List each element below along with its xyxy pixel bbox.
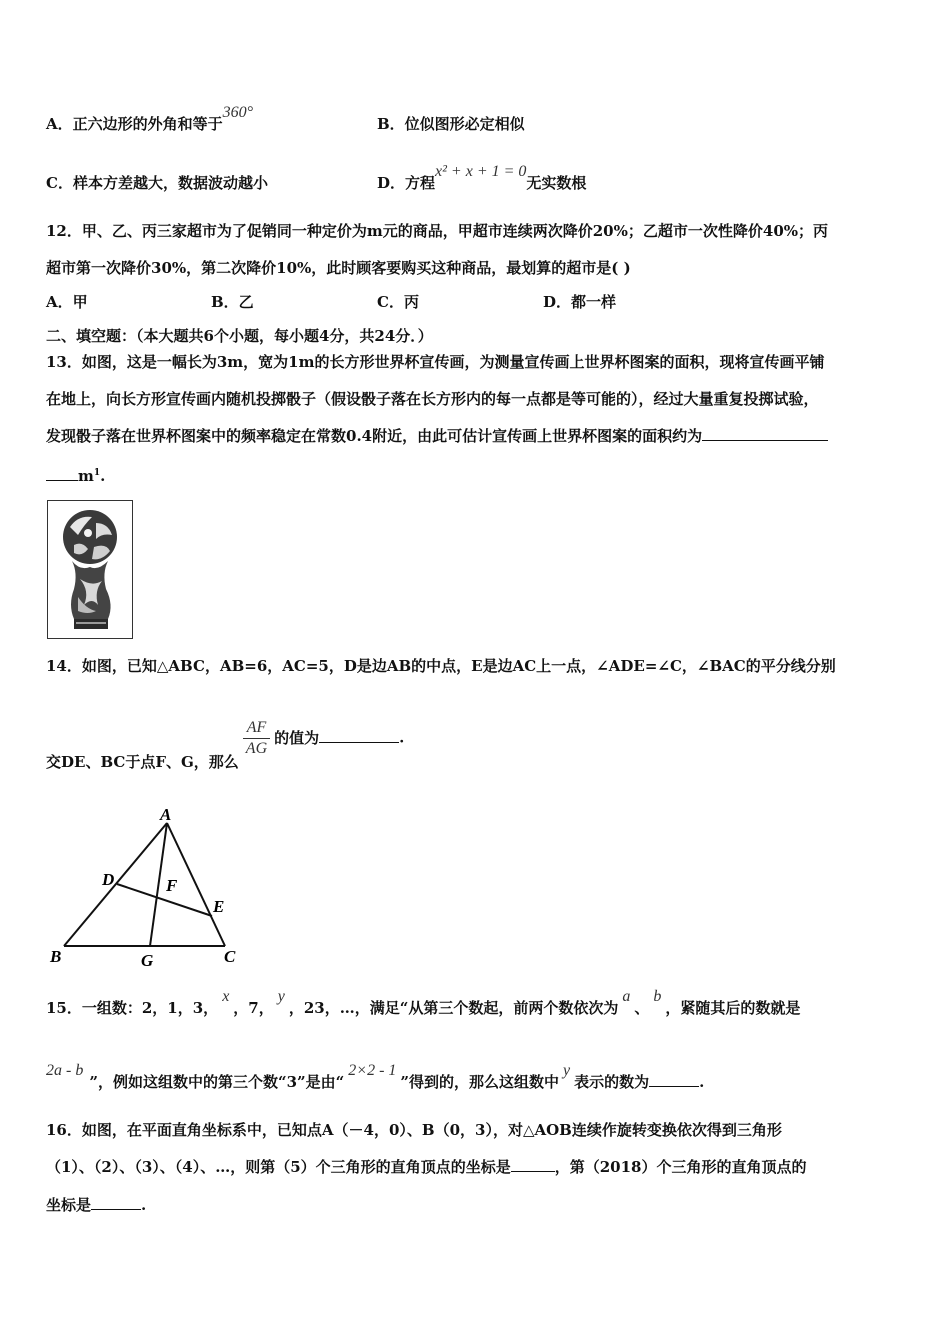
q15-pre: 15．一组数：2，1，3， — [46, 999, 219, 1017]
section-heading: 二、填空题：（本大题共6个小题，每小题4分，共24分．） — [46, 327, 433, 345]
q13-unit: m — [78, 467, 94, 485]
q11-option-a-text: A．正六边形的外角和等于 — [46, 115, 223, 133]
q12-option-d: D．都一样 — [543, 293, 617, 311]
q11-option-d-math: x² + x + 1 = 0 — [435, 163, 527, 180]
q13-unit-sup: 1 — [93, 468, 101, 478]
label-g: G — [141, 951, 154, 970]
q15-end: . — [699, 1073, 705, 1091]
q11-option-d-pre: D．方程 — [377, 174, 436, 192]
q16-answer-blank-1 — [511, 1157, 555, 1172]
q12-line2: 超市第一次降价30%，第二次降价10%，此时顾客要购买这种商品，最划算的超市是( ) — [46, 259, 631, 277]
q13-line2: 在地上，向长方形宣传画内随机投掷骰子（假设骰子落在长方形内的每一点都是等可能的），经过大量重复投掷试验， — [46, 390, 819, 408]
label-f: F — [166, 876, 178, 895]
q15-mid1: ，7， — [233, 999, 274, 1017]
q11-option-c: C．样本方差越大，数据波动越小 — [46, 174, 268, 192]
q15-mid2: ，23，…，满足“从第三个数起，前两个数依次为 — [288, 999, 619, 1017]
q13-answer-blank-cont — [46, 466, 78, 481]
q16-line2 — [46, 1157, 806, 1177]
q13-line3 — [46, 426, 828, 446]
q15-expr: 2a - b — [46, 1062, 84, 1079]
q15-var-y: y — [277, 988, 285, 1005]
q12-option-b: B．乙 — [211, 293, 254, 311]
q14-fraction — [243, 718, 270, 759]
q16-line3 — [46, 1195, 146, 1215]
q14-frac-num: AF — [243, 718, 270, 739]
q13-line1: 13．如图，这是一幅长为3m，宽为1m的长方形世界杯宣传画，为测量宣传画上世界杯图案的面积，现将宣传画平铺 — [46, 353, 825, 371]
q14-line2-post: 的值为 — [274, 728, 320, 747]
q11-option-b: B．位似图形必定相似 — [377, 115, 525, 133]
q16-line2-a: （1）、（2）、（3）、（4）、…，则第（5）个三角形的直角顶点的坐标是 — [46, 1158, 511, 1176]
q15-line2-a: ”，例如这组数中的第三个数“3”是由“ — [89, 1073, 345, 1091]
q14-answer-blank — [319, 728, 399, 743]
q11-option-a — [46, 104, 254, 135]
world-cup-trophy-icon — [48, 501, 132, 638]
q12-line1: 12．甲、乙、丙三家超市为了促销同一种定价为m元的商品，甲超市连续两次降价20%；乙超市一次性降价40%；丙 — [46, 222, 829, 240]
q15-sep: 、 — [634, 999, 650, 1017]
world-cup-figure — [47, 500, 133, 639]
q15-var-b: b — [653, 988, 662, 1005]
q16-answer-blank-2 — [91, 1195, 141, 1210]
q16-line3-text: 坐标是 — [46, 1196, 92, 1214]
q16-line2-b: ，第（2018）个三角形的直角顶点的 — [554, 1158, 807, 1176]
q15-line1 — [46, 988, 801, 1019]
q11-option-d — [377, 163, 587, 194]
q15-post: ，紧随其后的数就是 — [665, 999, 801, 1017]
q13-line4 — [46, 463, 105, 486]
q14-line2 — [46, 718, 405, 771]
q15-expr2: 2×2 - 1 — [348, 1062, 397, 1079]
q15-var-a: a — [622, 988, 631, 1005]
triangle-figure — [40, 800, 260, 972]
q13-answer-blank — [702, 426, 828, 441]
label-e: E — [213, 897, 225, 916]
q14-end: . — [399, 728, 405, 747]
q11-option-d-post: 无实数根 — [526, 174, 587, 192]
q11-option-a-math: 360° — [222, 104, 254, 121]
q14-frac-den: AG — [245, 740, 268, 757]
q14-line1: 14．如图，已知△ABC，AB=6，AC=5，D是边AB的中点，E是边AC上一点，∠ADE=∠C，∠BAC的平分线分别 — [46, 657, 836, 675]
label-d: D — [102, 870, 115, 889]
q15-line2-b: ”得到的，那么这组数中 — [400, 1073, 560, 1091]
label-a: A — [160, 805, 172, 824]
q16-end: . — [141, 1196, 147, 1214]
q12-option-a: A．甲 — [46, 293, 88, 311]
q14-line2-pre: 交DE、BC于点F、G，那么 — [46, 752, 239, 771]
q15-var-y2: y — [563, 1062, 571, 1079]
q15-line2 — [46, 1062, 705, 1093]
label-b: B — [50, 947, 62, 966]
q12-option-c: C．丙 — [377, 293, 419, 311]
q15-var-x: x — [222, 988, 230, 1005]
q13-line3-text: 发现骰子落在世界杯图案中的频率稳定在常数0.4附近，由此可估计宣传画上世界杯图案的面积约为 — [46, 427, 703, 445]
q15-line2-c: 表示的数为 — [574, 1073, 650, 1091]
q16-line1: 16．如图，在平面直角坐标系中，已知点A（－4，0）、B（0，3），对△AOB连续作旋转变换依次得到三角形 — [46, 1121, 782, 1139]
label-c: C — [224, 947, 236, 966]
q13-end: . — [100, 467, 106, 485]
q15-answer-blank — [649, 1072, 699, 1087]
